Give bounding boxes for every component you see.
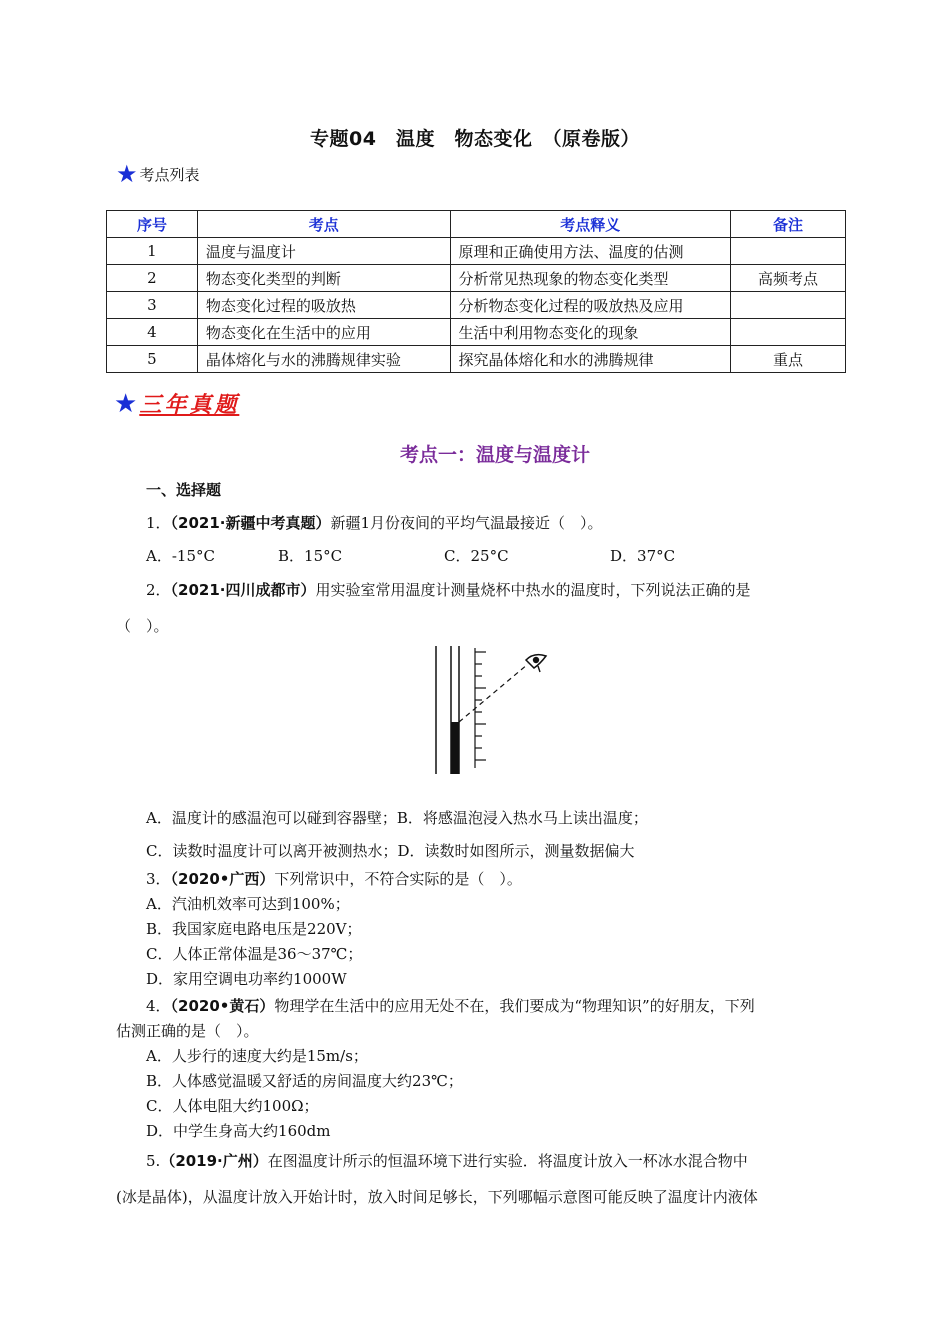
option: A．人步行的速度大约是15m/s；: [146, 1047, 368, 1065]
q1-options: [146, 546, 675, 566]
question-text: 新疆1月份夜间的平均气温最接近（ ）。: [330, 514, 603, 532]
question-2-cont: （ ）。: [116, 617, 169, 635]
q2-options-line-1: A．温度计的感温泡可以碰到容器壁；B．将感温泡浸入热水马上读出温度；: [146, 809, 648, 827]
table-cell: 物态变化类型的判断: [197, 265, 450, 292]
question-text: 在图温度计所示的恒温环境下进行实验．将温度计放入一杯冰水混合物中: [267, 1152, 748, 1170]
table-cell: 分析常见热现象的物态变化类型: [450, 265, 731, 292]
question-number: 3．: [146, 870, 171, 888]
table-row: [107, 346, 846, 373]
table-row: [107, 265, 846, 292]
header-cell: 考点释义: [450, 211, 731, 238]
part-title: 一、选择题: [146, 481, 222, 499]
option: D．中学生身高大约160dm: [146, 1122, 331, 1140]
table-cell: [731, 292, 846, 319]
star-icon: ★: [114, 388, 138, 419]
thermometer-eye-figure: [430, 644, 560, 778]
table-cell: 重点: [731, 346, 846, 373]
question-text: 物理学在生活中的应用无处不在，我们要成为“物理知识”的好朋友，下列: [274, 997, 755, 1015]
star-icon: ★: [116, 160, 138, 188]
table-cell: 探究晶体熔化和水的沸腾规律: [450, 346, 731, 373]
header-cell: 备注: [731, 211, 846, 238]
q2-options-line-2: C．读数时温度计可以离开被测热水；D．读数时如图所示，测量数据偏大: [146, 842, 635, 860]
question-number: 1．: [146, 514, 171, 532]
table-row: [107, 292, 846, 319]
table-cell: 物态变化在生活中的应用: [197, 319, 450, 346]
header-cell: 考点: [197, 211, 450, 238]
table-cell: 高频考点: [731, 265, 846, 292]
page-title: 专题04 温度 物态变化 （原卷版）: [310, 128, 640, 150]
option: C．25°C: [444, 547, 509, 565]
question-source: （2020•黄石）: [170, 997, 275, 1015]
question-number: 4．: [146, 997, 171, 1015]
section-banner: [114, 388, 239, 419]
question-2: [146, 580, 751, 600]
table-cell: 3: [107, 292, 198, 319]
table-row: [107, 238, 846, 265]
option: C．人体电阻大约100Ω；: [146, 1097, 319, 1115]
question-5: [146, 1151, 748, 1171]
table-cell: 2: [107, 265, 198, 292]
section-banner-text: 三年真题: [139, 392, 240, 418]
question-source: （2021·四川成都市）: [170, 581, 316, 599]
option: C．人体正常体温是36～37℃；: [146, 945, 363, 963]
table-cell: [731, 319, 846, 346]
option: D．家用空调电功率约1000W: [146, 970, 347, 988]
thermometer-liquid: [451, 722, 459, 774]
option: D．37°C: [610, 547, 676, 565]
table-row: [107, 319, 846, 346]
question-4-cont: 估测正确的是（ ）。: [116, 1022, 259, 1040]
thermometer-scale: [475, 648, 486, 768]
table-cell: 4: [107, 319, 198, 346]
list-heading: 考点列表: [139, 165, 200, 184]
question-4: [146, 996, 755, 1016]
table-cell: 分析物态变化过程的吸放热及应用: [450, 292, 731, 319]
option: A．-15°C: [146, 547, 215, 565]
option: B．我国家庭电路电压是220V；: [146, 920, 362, 938]
question-source: （2019·广州）: [160, 1152, 268, 1170]
header-cell: 序号: [107, 211, 198, 238]
table-cell: 温度与温度计: [197, 238, 450, 265]
question-3: [146, 869, 522, 889]
question-source: （2020•广西）: [170, 870, 275, 888]
option: B．15°C: [278, 547, 343, 565]
question-text: 下列常识中，不符合实际的是（ ）。: [274, 870, 522, 888]
eye-icon: [526, 655, 546, 672]
question-number: 2．: [146, 581, 171, 599]
kaodian-title: 考点一：温度与温度计: [399, 444, 590, 466]
kaodian-table: [106, 210, 846, 373]
question-text: 用实验室常用温度计测量烧杯中热水的温度时，下列说法正确的是: [315, 581, 751, 599]
question-number: 5.: [146, 1152, 161, 1170]
table-cell: [731, 238, 846, 265]
table-cell: 晶体熔化与水的沸腾规律实验: [197, 346, 450, 373]
sight-line: [459, 664, 528, 722]
option: B．人体感觉温暖又舒适的房间温度大约23℃；: [146, 1072, 463, 1090]
table-cell: 1: [107, 238, 198, 265]
table-cell: 物态变化过程的吸放热: [197, 292, 450, 319]
question-1: [146, 513, 603, 533]
question-5-cont: (冰是晶体)，从温度计放入开始计时，放入时间足够长，下列哪幅示意图可能反映了温度计内液体: [116, 1188, 758, 1206]
table-cell: 生活中利用物态变化的现象: [450, 319, 731, 346]
table-cell: 5: [107, 346, 198, 373]
table-cell: 原理和正确使用方法、温度的估测: [450, 238, 731, 265]
option: A．汽油机效率可达到100%；: [146, 895, 350, 913]
list-heading-row: [116, 162, 200, 186]
table-header-row: [107, 211, 846, 238]
question-source: （2021·新疆中考真题）: [170, 514, 331, 532]
